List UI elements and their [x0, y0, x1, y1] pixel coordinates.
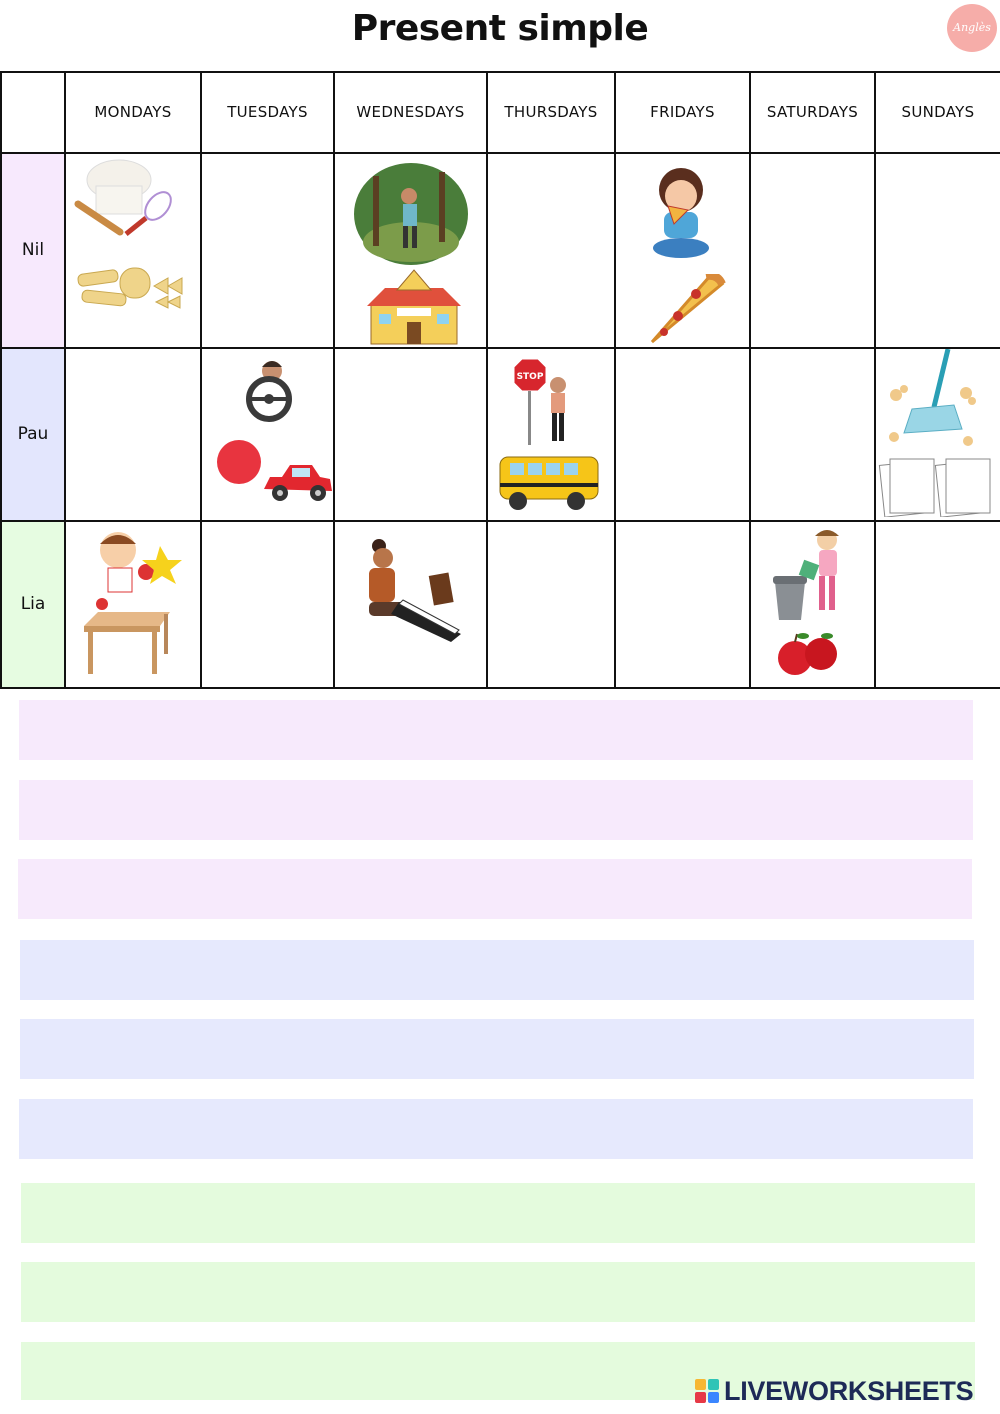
school-bus-icon — [496, 451, 602, 513]
girl-eating-pizza-icon — [648, 166, 714, 262]
liveworksheets-wordmark: LIVEWORKSHEETS — [724, 1375, 974, 1406]
cell-nil-friday — [615, 153, 750, 348]
cell-lia-friday — [615, 521, 750, 688]
day-header-saturdays: SATURDAYS — [750, 72, 875, 153]
broom-icon — [882, 349, 982, 449]
answer-line-2[interactable] — [19, 780, 973, 840]
girl-trash-bin-icon — [771, 526, 851, 622]
day-header-thursdays: THURSDAYS — [487, 72, 615, 153]
row-pau — [1, 348, 1000, 521]
answer-line-4[interactable] — [20, 940, 974, 1000]
papers-icon — [878, 457, 992, 517]
cell-nil-thursday — [487, 153, 615, 348]
cell-pau-monday — [65, 348, 201, 521]
header-row — [1, 72, 1000, 153]
day-header-wednesdays: WEDNESDAYS — [334, 72, 487, 153]
apples-icon — [775, 632, 841, 678]
day-header-mondays: MONDAYS — [65, 72, 201, 153]
pizza-slice-icon — [646, 274, 728, 346]
school-icon — [365, 268, 463, 346]
day-header-tuesdays: TUESDAYS — [201, 72, 334, 153]
name-cell-pau: Pau — [1, 348, 65, 521]
hiking-girl-icon — [353, 162, 469, 266]
cell-pau-thursday — [487, 348, 615, 521]
chef-hat-icon — [74, 156, 174, 240]
row-nil — [1, 153, 1000, 348]
cell-lia-sunday — [875, 521, 1000, 688]
weekly-schedule-table — [0, 71, 1000, 689]
cell-lia-wednesday — [334, 521, 487, 688]
pasta-icon — [76, 258, 194, 320]
corner-cell — [1, 72, 65, 153]
cell-nil-tuesday — [201, 153, 334, 348]
liveworksheets-logo-icon — [694, 1378, 720, 1404]
stop-sign-girl-icon — [514, 357, 580, 447]
answer-line-6[interactable] — [19, 1099, 973, 1159]
row-lia — [1, 521, 1000, 688]
driving-wheel-icon — [238, 357, 300, 423]
cell-nil-monday — [65, 153, 201, 348]
answer-line-5[interactable] — [20, 1019, 974, 1079]
cell-nil-wednesday — [334, 153, 487, 348]
liveworksheets-brand — [694, 1376, 973, 1406]
answer-line-1[interactable] — [19, 700, 973, 760]
svg-text:STOP: STOP — [516, 371, 544, 382]
day-header-sundays: SUNDAYS — [875, 72, 1000, 153]
name-cell-lia: Lia — [1, 521, 65, 688]
answer-line-7[interactable] — [21, 1183, 975, 1243]
cell-nil-saturday — [750, 153, 875, 348]
cell-nil-sunday — [875, 153, 1000, 348]
cell-lia-thursday — [487, 521, 615, 688]
answer-line-3[interactable] — [18, 859, 972, 919]
red-car-icon — [262, 459, 334, 503]
cell-pau-friday — [615, 348, 750, 521]
cell-lia-saturday — [750, 521, 875, 688]
boxing-boy-icon — [86, 526, 182, 610]
cell-pau-tuesday — [201, 348, 334, 521]
cell-pau-wednesday — [334, 348, 487, 521]
name-cell-nil: Nil — [1, 153, 65, 348]
angles-logo: Anglès — [947, 4, 997, 52]
table-icon — [80, 610, 172, 676]
cell-lia-tuesday — [201, 521, 334, 688]
answer-line-8[interactable] — [21, 1262, 975, 1322]
piano-player-icon — [365, 538, 465, 648]
cell-pau-saturday — [750, 348, 875, 521]
red-ball-icon — [216, 439, 262, 485]
day-header-fridays: FRIDAYS — [615, 72, 750, 153]
cell-lia-monday — [65, 521, 201, 688]
cell-pau-sunday — [875, 348, 1000, 521]
page-title: Present simple — [351, 8, 649, 49]
